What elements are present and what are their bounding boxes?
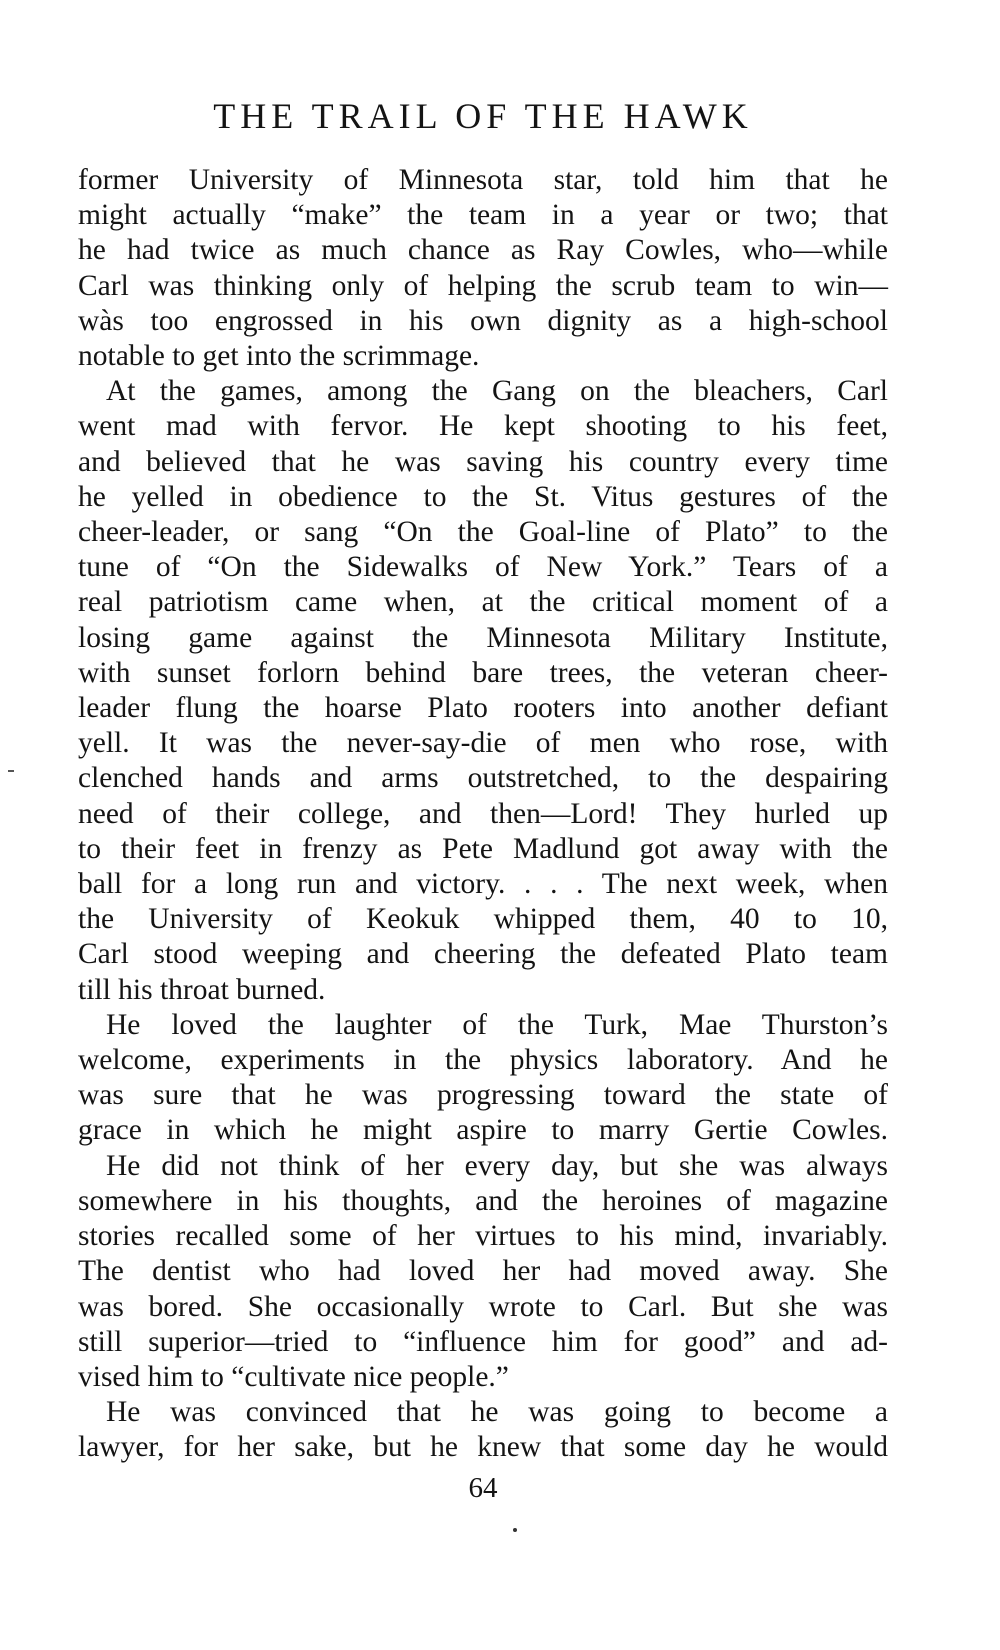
text-line: wàs too engrossed in his own dignity as a high-school (78, 304, 888, 337)
text-line: Carl was thinking only of helping the scrub team to win— (78, 269, 888, 302)
text-line: with sunset forlorn behind bare trees, the veteran cheer- (78, 656, 888, 689)
paragraph-4 (78, 1149, 888, 1395)
paragraph-5 (78, 1395, 888, 1465)
text-line: He loved the laughter of the Turk, Mae Thurston’s (106, 1008, 888, 1041)
text-line: former University of Minnesota star, told him that he (78, 164, 888, 196)
text-line: ball for a long run and victory. . . . The next week, when (78, 868, 888, 901)
text-line: somewhere in his thoughts, and the heroines of magazine (78, 1184, 888, 1217)
text-line: Carl stood weeping and cheering the defeated Plato team (78, 938, 888, 971)
text-line: was sure that he was progressing toward the state of (78, 1079, 888, 1112)
text-line: At the games, among the Gang on the bleachers, Carl (106, 375, 888, 408)
text-line: was bored. She occasionally wrote to Carl. But she was (78, 1290, 888, 1323)
paragraph-3 (78, 1008, 888, 1149)
text-line: till his throat burned. (78, 973, 326, 1006)
text-line: went mad with fervor. He kept shooting to his feet, (78, 410, 888, 443)
text-line: yell. It was the never-say-die of men who rose, with (78, 727, 888, 760)
text-line: clenched hands and arms outstretched, to the despairing (78, 762, 888, 795)
text-line: He did not think of her every day, but she was always (106, 1149, 888, 1182)
text-line: The dentist who had loved her had moved away. She (78, 1255, 888, 1288)
text-line: leader flung the hoarse Plato rooters into another defiant (78, 692, 888, 725)
text-line: cheer-leader, or sang “On the Goal-line of Plato” to the (78, 516, 888, 549)
text-line: He was convinced that he was going to become a (106, 1396, 888, 1429)
text-line: stories recalled some of her virtues to his mind, invariably. (78, 1220, 888, 1253)
text-line: to their feet in frenzy as Pete Madlund got away with the (78, 832, 888, 865)
text-line: still superior—tried to “influence him for good” and ad- (78, 1325, 888, 1358)
paragraph-2 (78, 374, 888, 1008)
text-line: might actually “make” the team in a year or two; that (78, 199, 888, 232)
text-line: lawyer, for her sake, but he knew that some day he would (78, 1431, 888, 1464)
text-line: the University of Keokuk whipped them, 40 to 10, (78, 903, 888, 936)
text-line: need of their college, and then—Lord! They hurled up (78, 797, 888, 830)
text-line: tune of “On the Sidewalks of New York.” Tears of a (78, 551, 888, 584)
text-line: welcome, experiments in the physics laboratory. And he (78, 1044, 888, 1077)
body-text (78, 163, 888, 1466)
text-line: vised him to “cultivate nice people.” (78, 1360, 509, 1393)
running-title: THE TRAIL OF THE HAWK (213, 96, 753, 136)
text-line: real patriotism came when, at the critical moment of a (78, 586, 888, 619)
text-line: he had twice as much chance as Ray Cowles, who—while (78, 234, 888, 267)
paragraph-1 (78, 163, 888, 374)
print-speck (513, 1528, 517, 1532)
text-line: grace in which he might aspire to marry Gertie Cowles. (78, 1114, 888, 1147)
text-line: he yelled in obedience to the St. Vitus gestures of the (78, 480, 888, 513)
page-number: 64 (468, 1472, 498, 1504)
text-line: notable to get into the scrimmage. (78, 340, 480, 373)
text-line: losing game against the Minnesota Military Institute, (78, 621, 888, 654)
text-line: and believed that he was saving his country every time (78, 445, 888, 478)
margin-mark (8, 770, 14, 772)
